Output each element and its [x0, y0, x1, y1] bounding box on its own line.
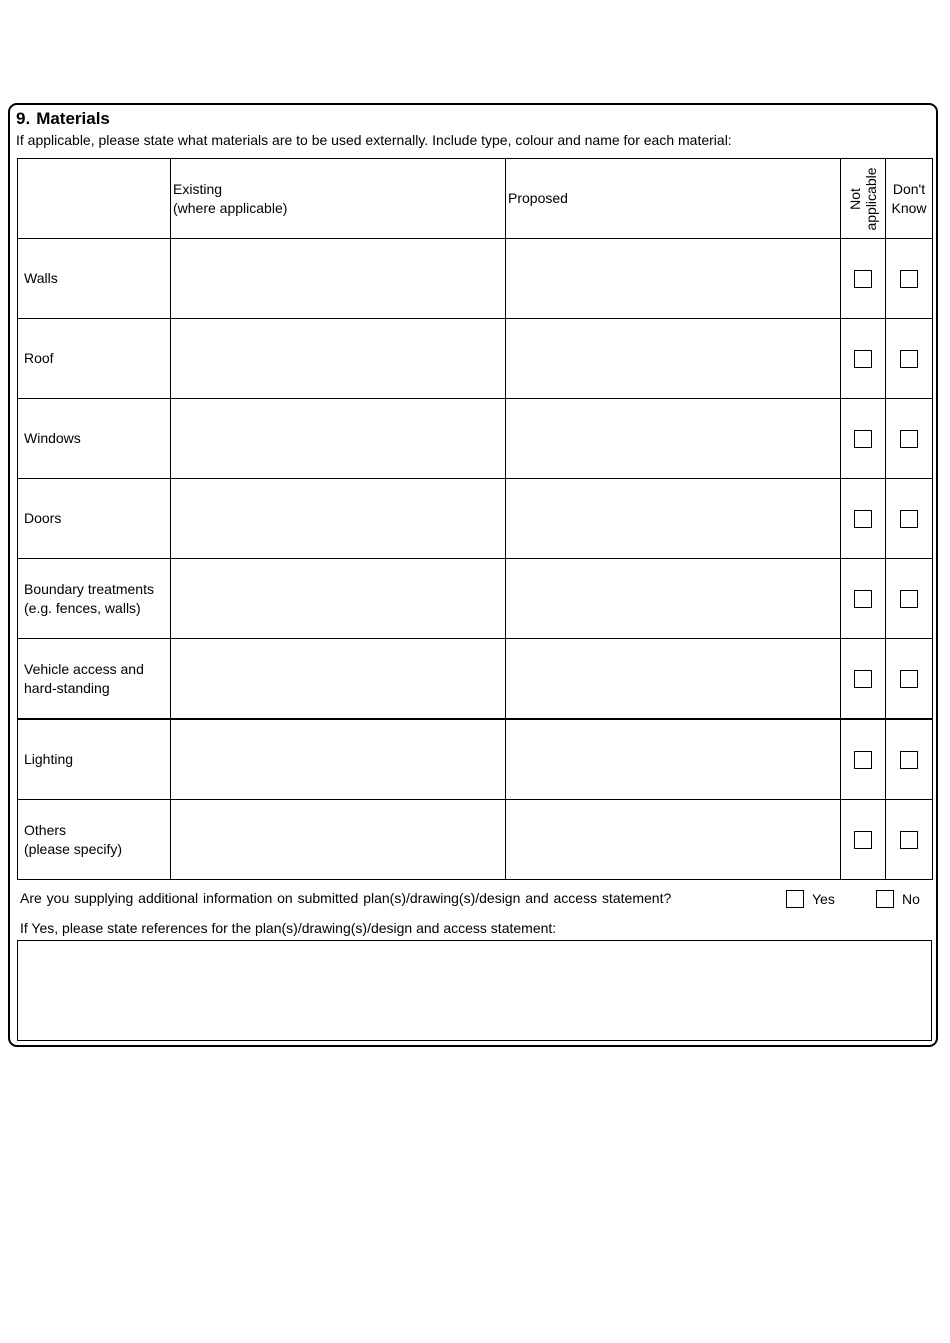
not-applicable-cell: [841, 479, 886, 559]
existing-input-windows[interactable]: [171, 399, 506, 479]
dont-know-checkbox-walls[interactable]: [900, 270, 918, 288]
additional-info-question: Are you supplying additional information on submitted plan(s)/drawing(s)/design and access statement?: [20, 890, 672, 906]
existing-input-vehicle-access[interactable]: [171, 639, 506, 720]
row-label: [18, 719, 171, 800]
row-label-line2: (please specify): [24, 840, 123, 857]
row-label-line1: Lighting: [24, 751, 74, 767]
proposed-input-vehicle-access[interactable]: [506, 639, 841, 720]
row-label: [18, 800, 171, 880]
row-label-line1: Vehicle access and: [24, 660, 144, 677]
header-not-applicable: [841, 159, 886, 239]
section-title-text: Materials: [36, 109, 110, 128]
table-row-vehicle-access: [18, 639, 933, 720]
dont-know-checkbox-vehicle-access[interactable]: [900, 670, 918, 688]
existing-input-walls[interactable]: [171, 239, 506, 319]
section-intro: If applicable, please state what materials are to be used externally. Include type, colour and name for each material:: [16, 132, 732, 148]
header-empty-cell: [18, 159, 171, 239]
row-label-line2: (e.g. fences, walls): [24, 599, 141, 616]
existing-input-doors[interactable]: [171, 479, 506, 559]
not-applicable-checkbox-windows[interactable]: [854, 430, 872, 448]
row-label: [18, 479, 171, 559]
table-row-others: [18, 800, 933, 880]
dont-know-cell: [886, 319, 933, 399]
row-label: [18, 559, 171, 639]
table-row-windows: [18, 399, 933, 479]
section-title: [16, 109, 110, 129]
not-applicable-cell: [841, 399, 886, 479]
row-label-line2: hard-standing: [24, 679, 110, 696]
not-applicable-cell: [841, 559, 886, 639]
references-textbox[interactable]: [17, 940, 932, 1041]
not-applicable-cell: [841, 719, 886, 800]
no-label: No: [902, 891, 920, 907]
not-applicable-cell: [841, 800, 886, 880]
header-proposed: Proposed: [506, 159, 841, 239]
row-label: [18, 319, 171, 399]
row-label-line1: Windows: [24, 430, 81, 446]
yes-label: Yes: [812, 891, 835, 907]
not-applicable-cell: [841, 319, 886, 399]
header-dont-know-line2: Know: [891, 199, 927, 216]
proposed-input-lighting[interactable]: [506, 719, 841, 800]
existing-input-others[interactable]: [171, 800, 506, 880]
proposed-input-windows[interactable]: [506, 399, 841, 479]
not-applicable-checkbox-vehicle-access[interactable]: [854, 670, 872, 688]
dont-know-cell: [886, 479, 933, 559]
table-row-boundary-treatments: [18, 559, 933, 639]
row-label: [18, 639, 171, 720]
header-dont-know: [886, 159, 933, 239]
not-applicable-cell: [841, 239, 886, 319]
not-applicable-checkbox-lighting[interactable]: [854, 751, 872, 769]
dont-know-cell: [886, 719, 933, 800]
proposed-input-roof[interactable]: [506, 319, 841, 399]
not-applicable-checkbox-doors[interactable]: [854, 510, 872, 528]
table-row-walls: [18, 239, 933, 319]
header-dont-know-line1: Don't: [892, 180, 926, 197]
section-number: 9.: [16, 109, 31, 128]
dont-know-checkbox-roof[interactable]: [900, 350, 918, 368]
dont-know-cell: [886, 239, 933, 319]
row-label-line1: Walls: [24, 270, 58, 286]
yes-option: [786, 890, 835, 908]
row-label-line1: Roof: [24, 350, 54, 366]
proposed-input-doors[interactable]: [506, 479, 841, 559]
row-label-line1: Others: [24, 821, 67, 838]
header-existing: [171, 159, 506, 239]
dont-know-checkbox-others[interactable]: [900, 831, 918, 849]
dont-know-cell: [886, 639, 933, 720]
dont-know-cell: [886, 559, 933, 639]
not-applicable-checkbox-roof[interactable]: [854, 350, 872, 368]
existing-input-boundary-treatments[interactable]: [171, 559, 506, 639]
proposed-input-others[interactable]: [506, 800, 841, 880]
dont-know-checkbox-boundary-treatments[interactable]: [900, 590, 918, 608]
proposed-input-walls[interactable]: [506, 239, 841, 319]
dont-know-cell: [886, 800, 933, 880]
not-applicable-cell: [841, 639, 886, 720]
row-label: [18, 399, 171, 479]
header-not-applicable-line1: Not: [847, 187, 863, 210]
dont-know-checkbox-doors[interactable]: [900, 510, 918, 528]
no-option: [876, 890, 920, 908]
dont-know-cell: [886, 399, 933, 479]
table-row-lighting: [18, 719, 933, 800]
proposed-input-boundary-treatments[interactable]: [506, 559, 841, 639]
table-row-roof: [18, 319, 933, 399]
existing-input-roof[interactable]: [171, 319, 506, 399]
header-existing-label: Existing: [173, 180, 223, 197]
not-applicable-checkbox-others[interactable]: [854, 831, 872, 849]
table-row-doors: [18, 479, 933, 559]
not-applicable-checkbox-walls[interactable]: [854, 270, 872, 288]
header-not-applicable-line2: applicable: [863, 166, 879, 231]
existing-input-lighting[interactable]: [171, 719, 506, 800]
no-checkbox[interactable]: [876, 890, 894, 908]
header-existing-sublabel: (where applicable): [173, 199, 288, 216]
references-label: If Yes, please state references for the plan(s)/drawing(s)/design and access statement:: [20, 920, 557, 936]
dont-know-checkbox-windows[interactable]: [900, 430, 918, 448]
materials-table: [17, 158, 933, 880]
row-label-line1: Doors: [24, 510, 62, 526]
row-label-line1: Boundary treatments: [24, 580, 154, 597]
not-applicable-checkbox-boundary-treatments[interactable]: [854, 590, 872, 608]
dont-know-checkbox-lighting[interactable]: [900, 751, 918, 769]
table-header-row: [18, 159, 933, 239]
yes-checkbox[interactable]: [786, 890, 804, 908]
row-label: [18, 239, 171, 319]
